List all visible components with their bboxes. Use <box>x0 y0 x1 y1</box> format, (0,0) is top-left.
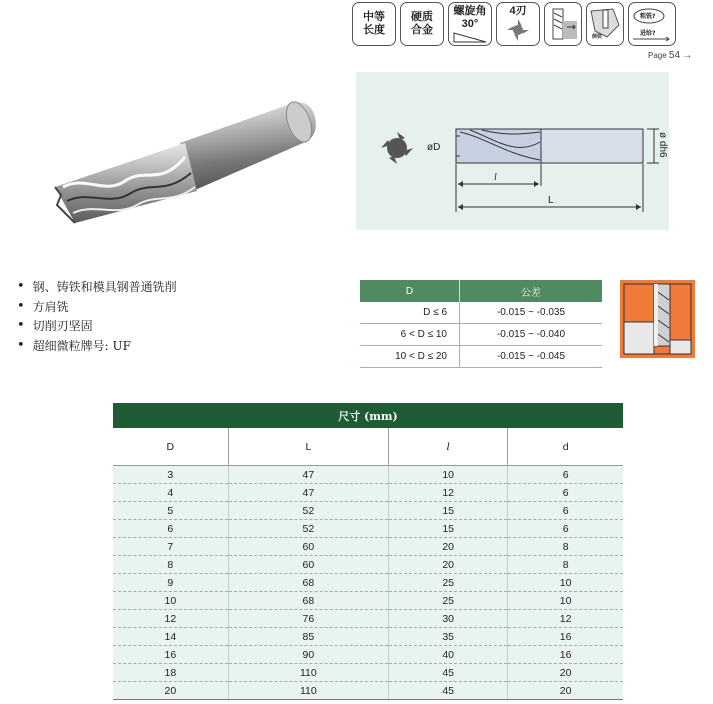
table-cell: 60 <box>228 556 388 574</box>
table-header: D <box>113 428 228 466</box>
badge-helix-angle <box>448 2 492 46</box>
table-header: l <box>389 428 508 466</box>
table-cell: 10 <box>508 574 623 592</box>
table-cell: 9 <box>113 574 228 592</box>
table-cell: D ≤ 6 <box>360 302 460 324</box>
badge-line: 长度 <box>363 24 385 36</box>
table-cell: 6 <box>508 484 623 502</box>
feature-list <box>17 277 177 355</box>
badge-side-milling <box>544 2 582 46</box>
table-cell: 20 <box>389 538 508 556</box>
table-cell: 20 <box>389 556 508 574</box>
table-cell: 45 <box>389 682 508 700</box>
table-cell: 45 <box>389 664 508 682</box>
table-cell: 110 <box>228 682 388 700</box>
overall-length-label: L <box>548 195 554 206</box>
table-cell: -0.015 ~ -0.035 <box>460 302 603 324</box>
list-item: • 钢、铸铁和模具钢普通铣削 <box>17 277 177 297</box>
table-row <box>113 502 623 520</box>
table-cell: 12 <box>113 610 228 628</box>
arrow-right-icon: → <box>682 50 693 61</box>
diameter-label: øD <box>427 142 441 153</box>
four-flute-icon <box>505 18 531 42</box>
table-cell: 90 <box>228 646 388 664</box>
table-cell: 35 <box>389 628 508 646</box>
table-cell: 16 <box>113 646 228 664</box>
table-header: D <box>360 280 460 302</box>
rough-text: 粗铣? <box>640 13 656 20</box>
feed-text: 进给? <box>640 30 656 37</box>
page-prefix: Page <box>648 51 667 60</box>
table-cell: 25 <box>389 592 508 610</box>
badge-line: 30° <box>461 18 479 30</box>
badge-rough-feed <box>628 2 676 46</box>
table-cell: 52 <box>228 520 388 538</box>
table-cell: 7 <box>113 538 228 556</box>
table-cell: 25 <box>389 574 508 592</box>
table-cell: 47 <box>228 466 388 484</box>
table-cell: 6 < D ≤ 10 <box>360 324 460 346</box>
table-row <box>113 538 623 556</box>
page-number: 54 <box>668 50 681 61</box>
end-mill-photo <box>45 95 320 240</box>
table-row <box>113 520 623 538</box>
table-cell: 20 <box>508 664 623 682</box>
table-cell: 4 <box>113 484 228 502</box>
badge-line: 硬质 <box>411 11 433 23</box>
table-row <box>113 610 623 628</box>
table-cell: -0.015 ~ -0.045 <box>460 346 603 368</box>
table-row <box>113 682 623 700</box>
table-cell: 6 <box>508 466 623 484</box>
table-cell: 3 <box>113 466 228 484</box>
table-title: 尺寸 (mm) <box>113 403 623 428</box>
table-row <box>360 346 602 368</box>
flute-length-label: l <box>494 172 497 183</box>
table-cell: -0.015 ~ -0.040 <box>460 324 603 346</box>
table-cell: 76 <box>228 610 388 628</box>
shoulder-milling-illustration <box>620 280 695 358</box>
table-row <box>113 466 623 484</box>
shank-diameter-label: ø dh6 <box>657 132 668 158</box>
table-header: 公差 <box>460 280 603 302</box>
table-row <box>113 592 623 610</box>
table-cell: 85 <box>228 628 388 646</box>
list-item: • 超细微粒牌号: UF <box>17 336 177 356</box>
table-row <box>113 556 623 574</box>
table-cell: 68 <box>228 574 388 592</box>
rough-feed-icon <box>629 5 675 43</box>
table-cell: 16 <box>508 646 623 664</box>
badge-line: 螺旋角 <box>453 5 487 17</box>
badge-medium-length <box>352 2 396 46</box>
badge-line: 4刃 <box>509 5 527 17</box>
table-cell: 10 < D ≤ 20 <box>360 346 460 368</box>
tolerance-table <box>360 280 602 368</box>
badge-line: 合金 <box>411 24 433 36</box>
table-cell: 15 <box>389 502 508 520</box>
side-milling-icon <box>547 7 579 41</box>
table-cell: 10 <box>389 466 508 484</box>
table-cell: 12 <box>508 610 623 628</box>
table-cell: 20 <box>508 682 623 700</box>
table-cell: 60 <box>228 538 388 556</box>
list-item: • 切削刃坚固 <box>17 316 177 336</box>
table-cell: 6 <box>508 520 623 538</box>
table-cell: 12 <box>389 484 508 502</box>
table-cell: 8 <box>508 538 623 556</box>
table-cell: 110 <box>228 664 388 682</box>
badge-carbide <box>400 2 444 46</box>
table-row <box>113 628 623 646</box>
badge-line: 中等 <box>363 11 385 23</box>
table-cell: 40 <box>389 646 508 664</box>
table-row <box>113 664 623 682</box>
dimension-table <box>113 403 623 700</box>
slot-milling-icon <box>589 7 621 41</box>
table-row <box>360 302 602 324</box>
tool-dimension-drawing <box>356 72 669 230</box>
table-cell: 8 <box>113 556 228 574</box>
table-cell: 15 <box>389 520 508 538</box>
table-cell: 6 <box>113 520 228 538</box>
side-milling-text: 侧铣 <box>592 34 603 40</box>
feature-badges <box>352 2 676 46</box>
table-cell: 18 <box>113 664 228 682</box>
table-cell: 14 <box>113 628 228 646</box>
badge-flutes <box>496 2 540 46</box>
list-item: • 方肩铣 <box>17 297 177 317</box>
table-cell: 10 <box>508 592 623 610</box>
table-cell: 16 <box>508 628 623 646</box>
table-cell: 8 <box>508 556 623 574</box>
table-row <box>360 324 602 346</box>
table-cell: 10 <box>113 592 228 610</box>
table-header: L <box>228 428 388 466</box>
table-cell: 6 <box>508 502 623 520</box>
badge-slotting <box>586 2 624 46</box>
table-cell: 5 <box>113 502 228 520</box>
table-cell: 47 <box>228 484 388 502</box>
table-header: d <box>508 428 623 466</box>
table-row <box>113 484 623 502</box>
table-cell: 20 <box>113 682 228 700</box>
page-reference <box>648 50 692 61</box>
helix-angle-icon <box>452 31 488 43</box>
table-row <box>113 574 623 592</box>
table-cell: 52 <box>228 502 388 520</box>
table-row <box>113 646 623 664</box>
table-cell: 30 <box>389 610 508 628</box>
table-cell: 68 <box>228 592 388 610</box>
